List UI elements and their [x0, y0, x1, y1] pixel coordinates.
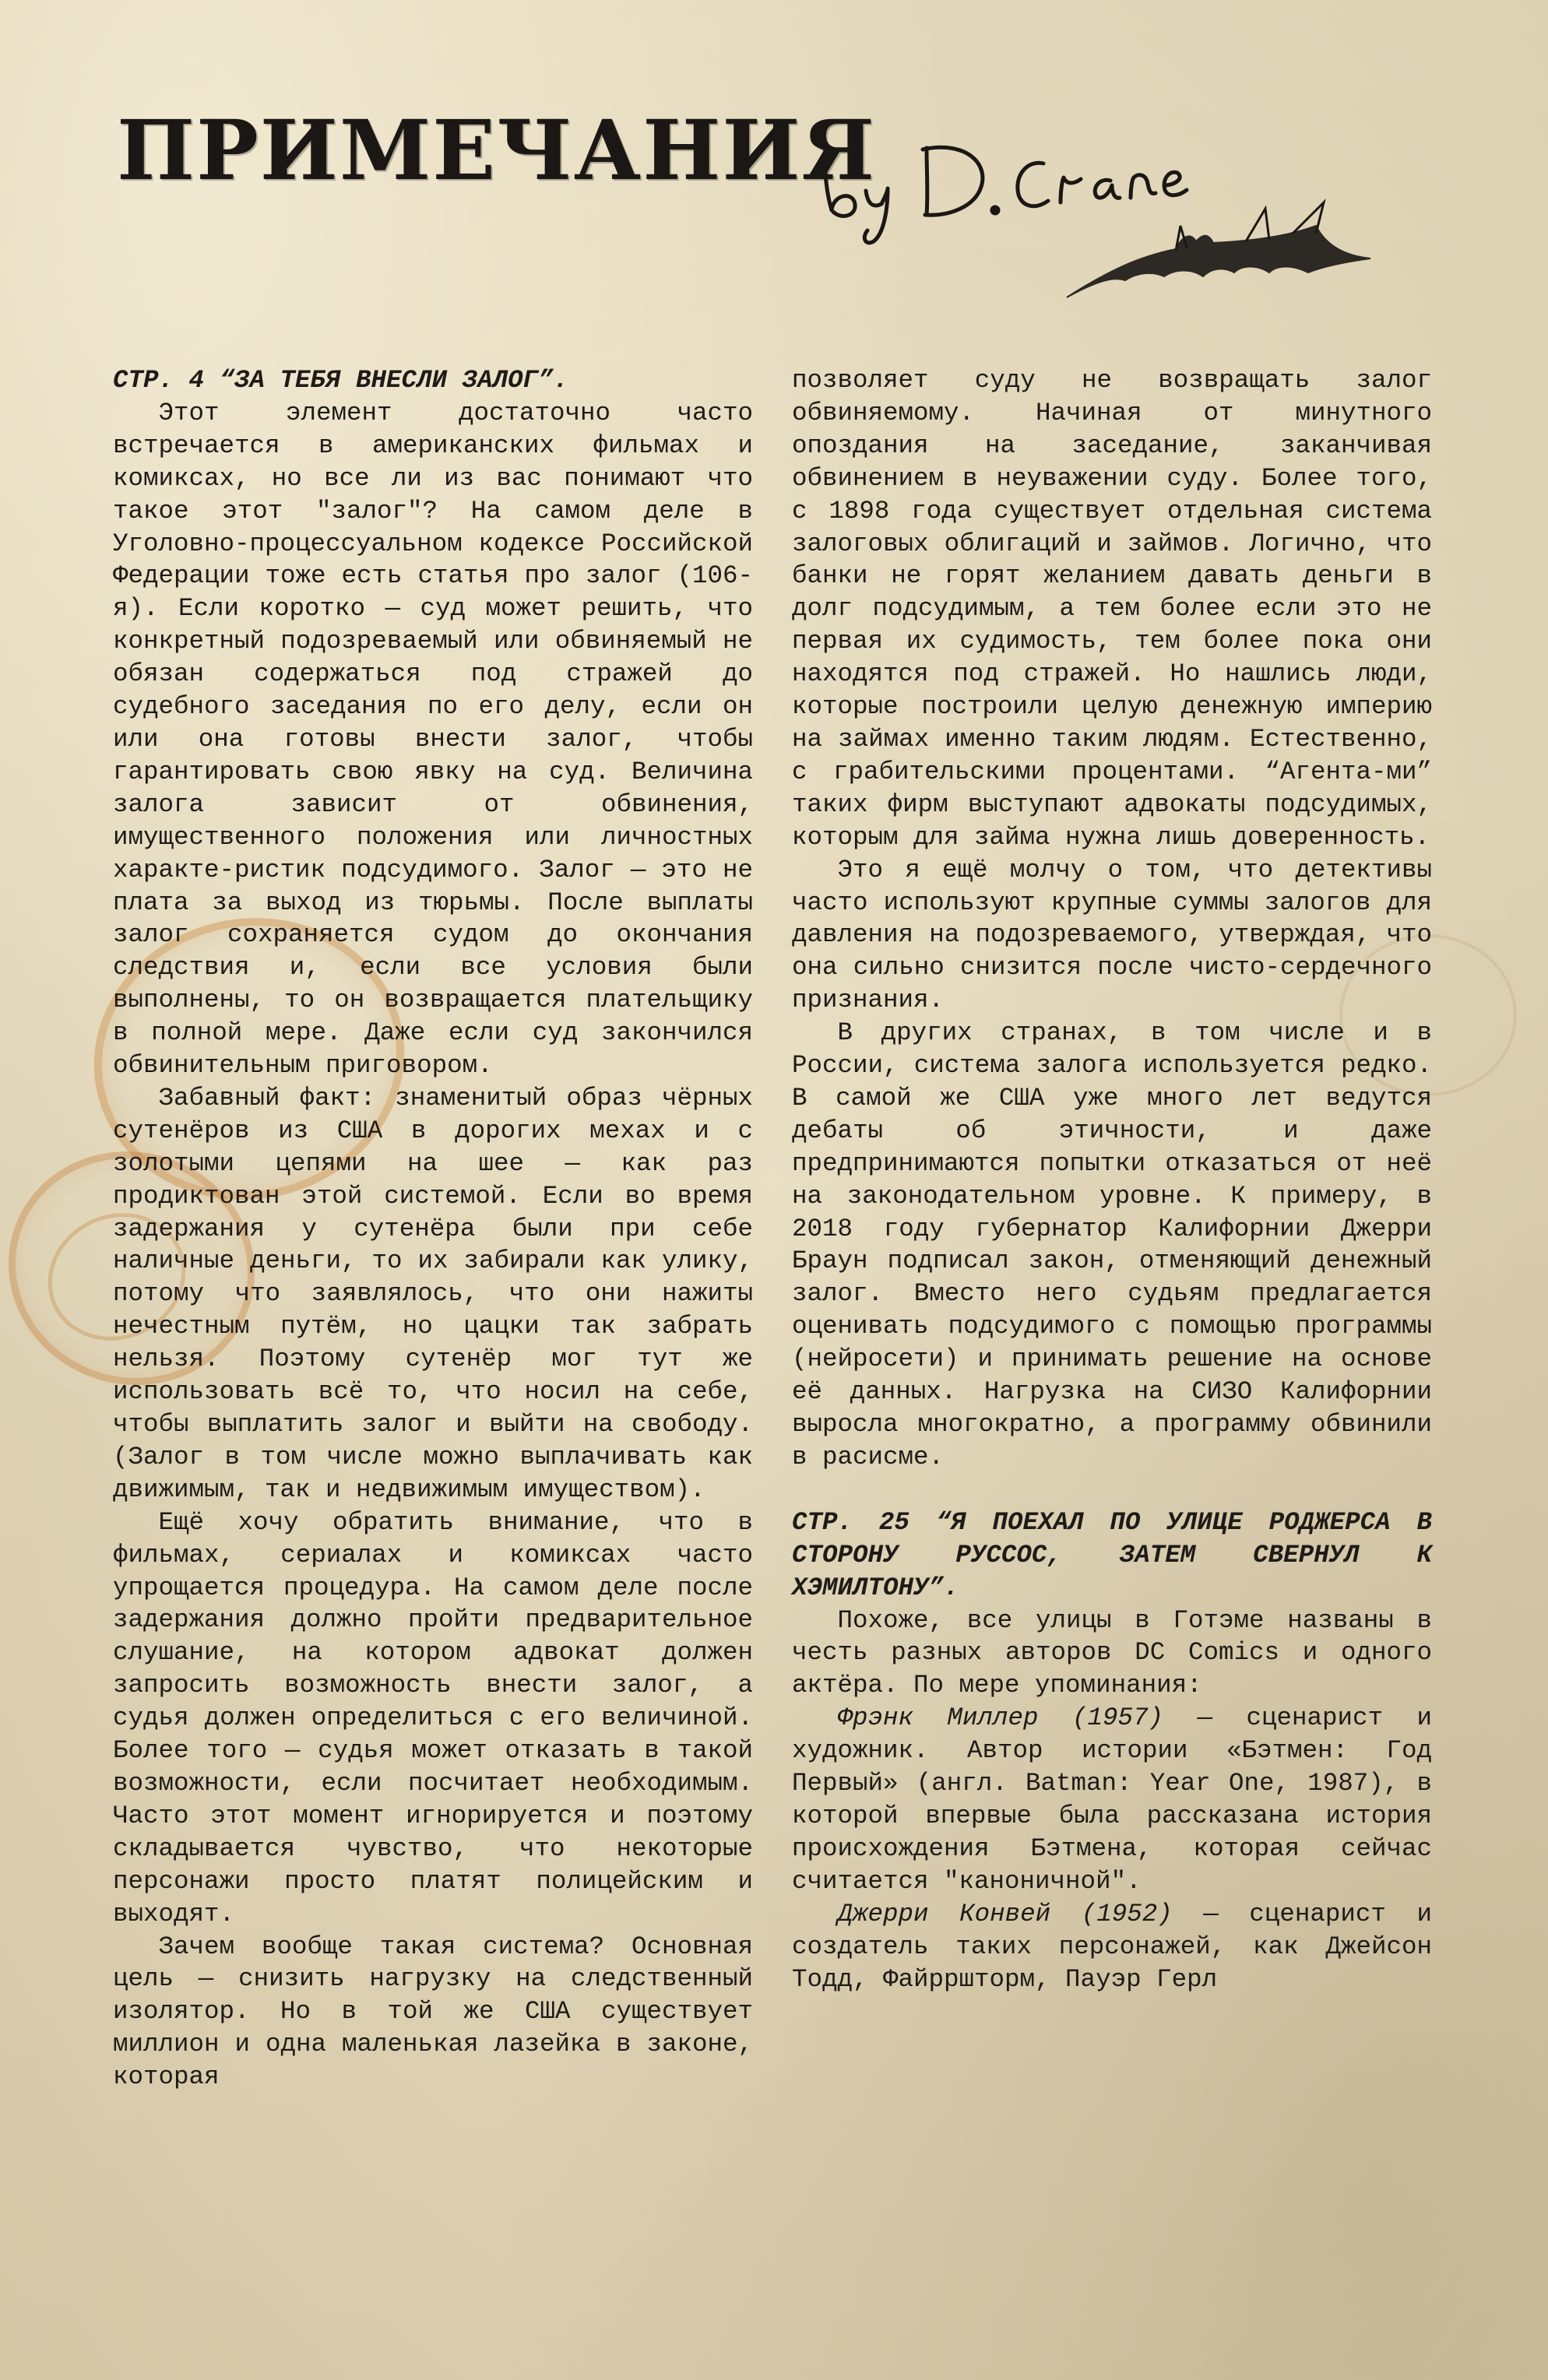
- signature-handwriting: [825, 147, 1187, 243]
- paragraph: Похоже, все улицы в Готэме названы в честь разных авторов DC Comics и одного актёра. По мере упоминания:: [792, 1605, 1432, 1700]
- section-heading: СТР. 25 “Я ПОЕХАЛ ПО УЛИЦЕ РОДЖЕРСА В СТОРОНУ РУССОС, ЗАТЕМ СВЕРНУЛ К ХЭМИЛТОНУ”.: [792, 1507, 1432, 1602]
- paragraph: Забавный факт: знаменитый образ чёрных сутенёров из США в дорогих мехах и с золотыми цепями на шее — как раз продиктован этой системой. Если во время задержания у сутенёра были при себе наличные деньги, то их забирали как улику, потому что заявлялось, что они нажиты нечестным путём, но цацки так забрать нельзя. Поэтому сутенёр мог тут же использовать всё то, что носил на себе, чтобы выплатить залог и выйти на свободу. (Залог в том числе можно выплачивать как движимым, так и недвижимым имуществом).: [113, 1083, 753, 1504]
- paragraph: В других странах, в том числе и в России, система залога используется редко. В самой же США уже много лет ведутся дебаты об этичности, и даже предпринимаются попытки отказаться от неё на законодательном уровне. К примеру, в 2018 году губернатор Калифорнии Джерри Браун подписал закон, отменяющий денежный залог. Вместо него судьям предлагается оценивать подсудимого с помощью программы (нейросети) и принимать решение на основе её данных. Нагрузка на СИЗО Калифорнии выросла многократно, а программу обвинили в расисме.: [792, 1018, 1432, 1471]
- person-name: Фрэнк Миллер (1957): [837, 1703, 1164, 1733]
- signature-drawing: [810, 117, 1402, 304]
- paragraph: Ещё хочу обратить внимание, что в фильмах, сериалах и комиксах часто упрощается процедура. На самом деле после задержания должно пройти предварительное слушание, на котором адвокат должен запросить возможность внести залог, а судья должен определиться с его величиной. Более того — судья может отказать в такой возможности, если посчитает необходимым. Часто этот момент игнорируется и поэтому складывается чувство, что некоторые персонажи просто платят полицейским и выходят.: [113, 1507, 753, 1928]
- paragraph: [792, 1702, 1432, 1897]
- paragraph-text: — сценарист и создатель таких персонажей, как Джейсон Тодд, Файрршторм, Пауэр Герл: [792, 1899, 1432, 1994]
- page-title: ПРИМЕЧАНИЯ: [117, 101, 876, 199]
- paragraph-text: — сценарист и художник. Автор истории «Бэтмен: Год Первый» (англ. Batman: Year One, 1987), в которой впервые была рассказана история происхождения Бэтмена, которая сейчас считается "каноничной".: [792, 1703, 1433, 1896]
- bat-sketch-icon: [1067, 202, 1370, 297]
- paragraph: Это я ещё молчу о том, что детективы часто используют крупные суммы залогов для давления на подозреваемого, утверждая, что она сильно снизится после чисто-сердечного признания.: [792, 855, 1432, 1015]
- section-spacer: [792, 1474, 1432, 1506]
- left-column: [113, 364, 753, 2093]
- paragraph: Зачем вообще такая система? Основная цель — снизить нагрузку на следственный изолятор. Но в той же США существует миллион и одна маленькая лазейка в законе, которая: [113, 1932, 753, 2092]
- paragraph: [792, 1898, 1432, 1996]
- section-heading: СТР. 4 “ЗА ТЕБЯ ВНЕСЛИ ЗАЛОГ”.: [113, 366, 569, 395]
- person-name: Джерри Конвей (1952): [837, 1899, 1173, 1928]
- signature: [810, 117, 1402, 304]
- right-column: [792, 364, 1432, 1995]
- paragraph: позволяет суду не возвращать залог обвиняемому. Начиная от минутного опоздания на заседание, заканчивая обвинением в неуважении суду. Более того, с 1898 года существует отдельная система залоговых облигаций и займов. Логично, что банки не горят желанием давать деньги в долг подсудимым, а тем более если это не первая их судимость, тем более пока они находятся под стражей. Но нашлись люди, которые построили целую денежную империю на займах именно таким людям. Естественно, с грабительскими процентами. “Агента-ми” таких фирм выступают адвокаты подсудимых, которым для займа нужна лишь доверенность.: [792, 366, 1432, 852]
- paragraph: Этот элемент достаточно часто встречается в американских фильмах и комиксах, но все ли из вас понимают что такое этот "залог"? На самом деле в Уголовно-процессуальном кодексе Российской Федерации тоже есть статья про залог (106-я). Если коротко — суд может решить, что конкретный подозреваемый или обвиняемый не обязан содержаться под стражей до судебного заседания по его делу, если он или она готовы внести залог, чтобы гарантировать свою явку на суд. Величина залога зависит от обвинения, имущественного положения или личностных характе-ристик подсудимого. Залог — это не плата за выход из тюрьмы. После выплаты залог сохраняется судом до окончания следствия и, если все условия были выполнены, то он возвращается плательщику в полной мере. Даже если суд закончился обвинительным приговором.: [113, 398, 753, 1081]
